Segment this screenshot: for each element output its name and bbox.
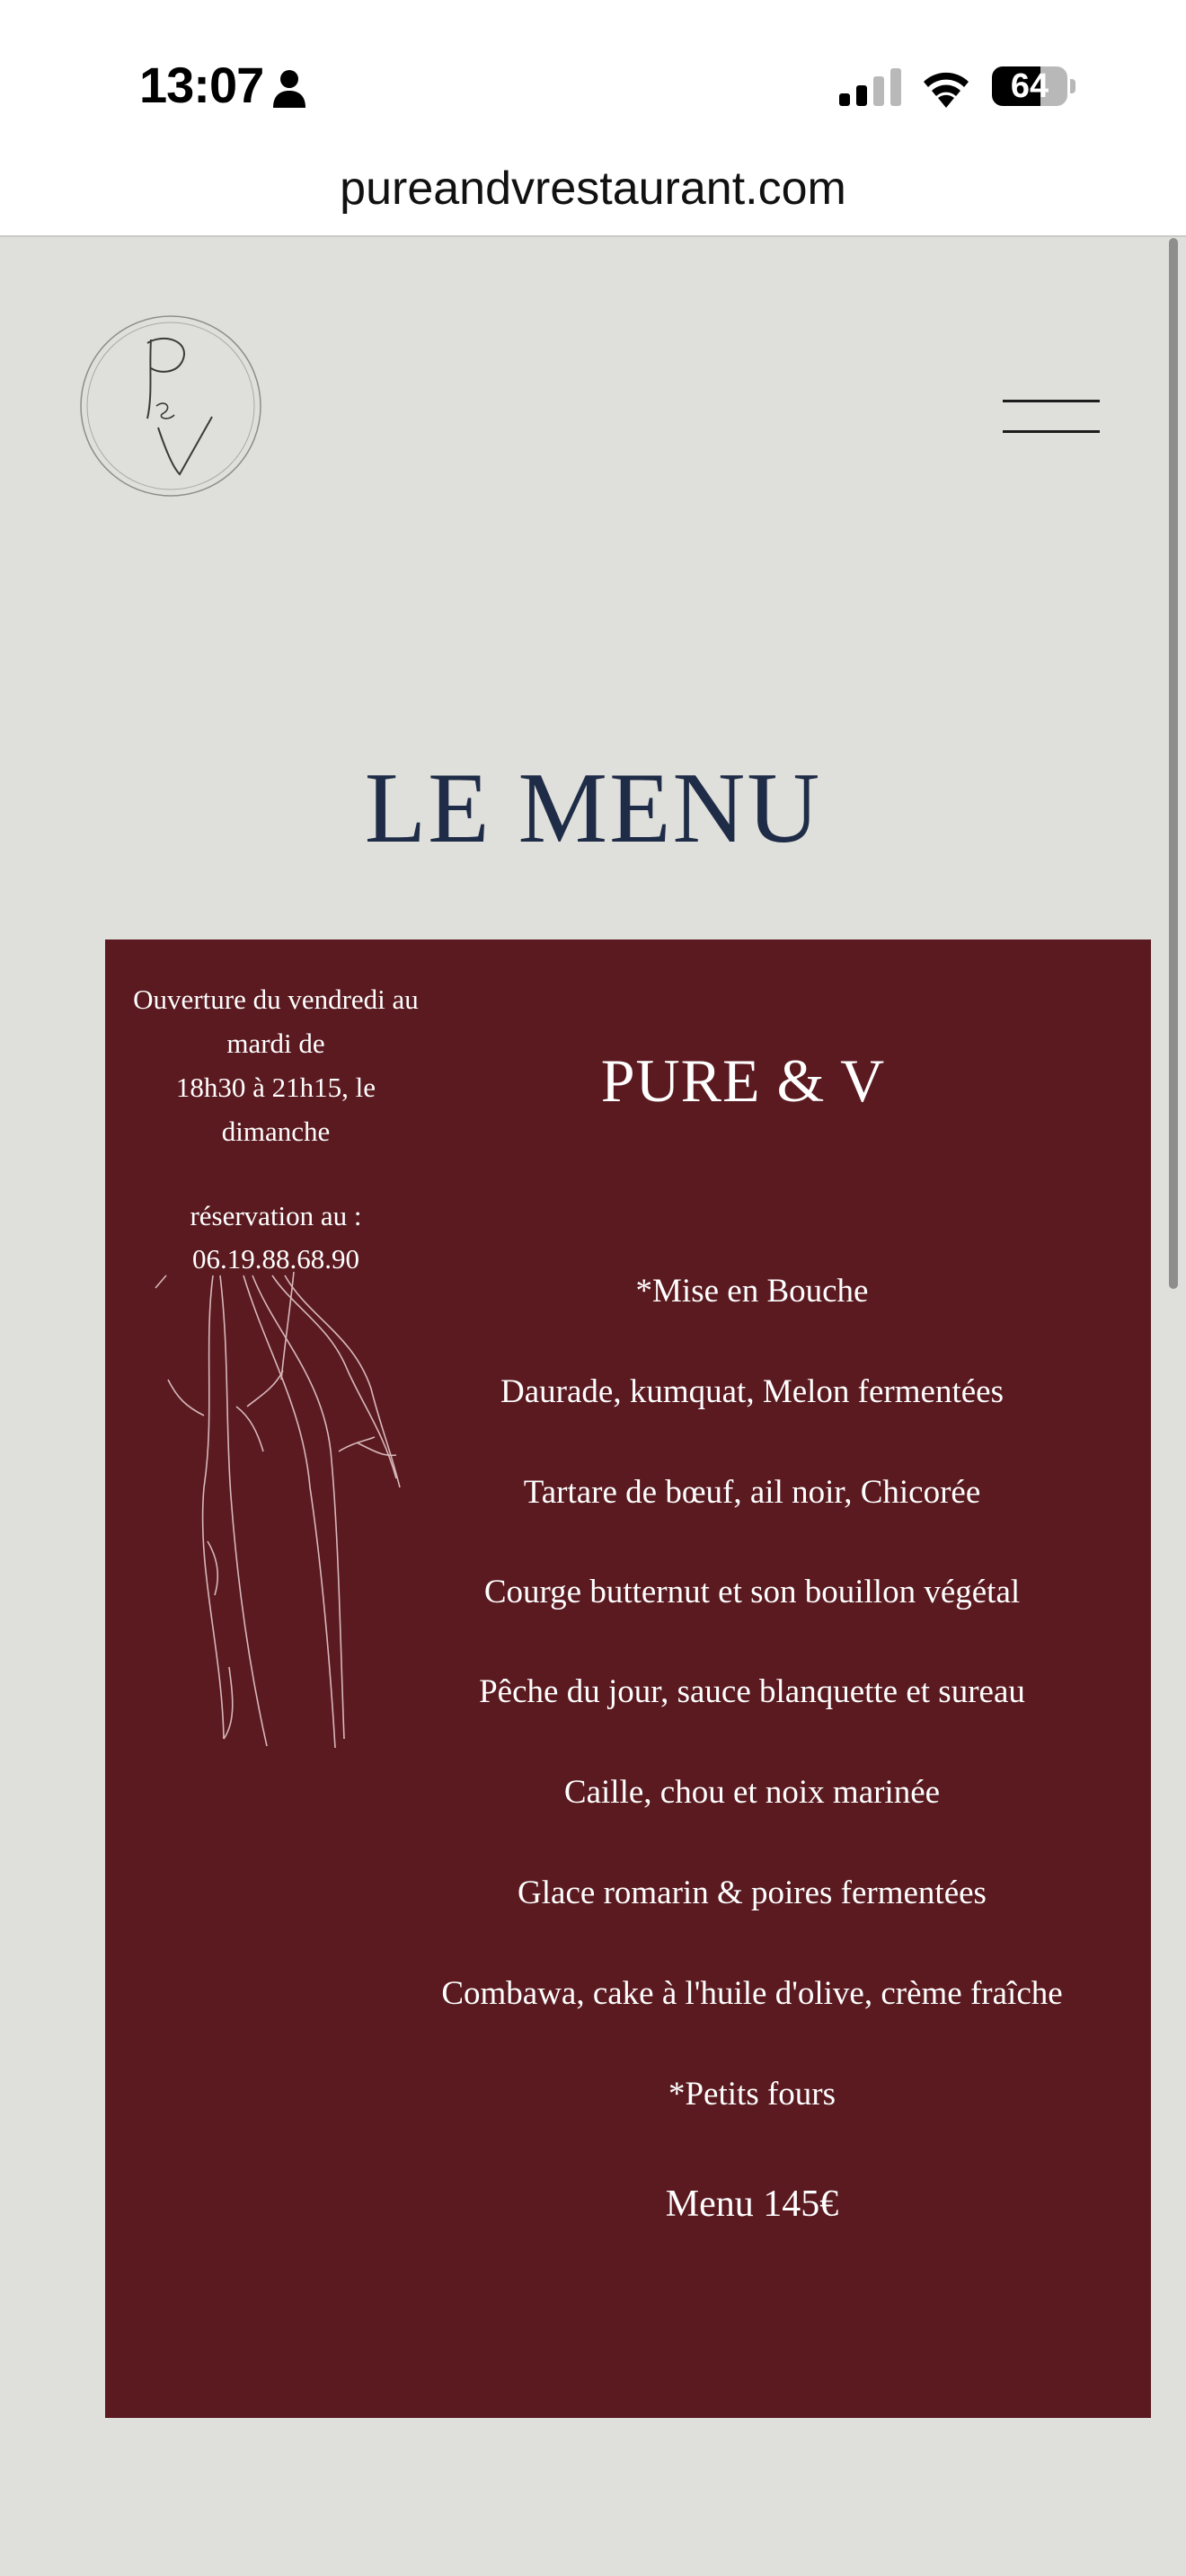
dish-item: Glace romarin & poires fermentées — [518, 1875, 987, 1911]
battery-cap — [1070, 79, 1075, 93]
dish-item: Combawa, cake à l'huile d'olive, crème fraîche — [441, 1975, 1063, 2012]
person-icon — [271, 68, 307, 108]
signal-icon — [839, 68, 902, 106]
dish-item: Caille, chou et noix marinée — [563, 1774, 941, 1811]
opening-hours-line: Ouverture du vendredi au — [133, 984, 419, 1015]
opening-hours-line: 18h30 à 21h15, le dimanche — [175, 1072, 376, 1147]
reservation-info — [132, 1195, 420, 1281]
dish-item: Daurade, kumquat, Melon fermentées — [500, 1373, 1004, 1410]
status-time: 13:07 — [139, 57, 264, 113]
opening-hours-line: mardi de — [226, 1028, 325, 1059]
dish-item: *Petits fours — [668, 2076, 836, 2113]
battery-level: 64 — [1010, 67, 1049, 105]
reservation-label: réservation au : — [190, 1200, 362, 1231]
reservation-phone[interactable]: 06.19.88.68.90 — [192, 1243, 359, 1275]
dish-item: Courge butternut et son bouillon végétal — [483, 1574, 1021, 1610]
menu-price: Menu 145€ — [665, 2183, 839, 2225]
wifi-icon — [918, 63, 974, 108]
hamburger-line-top — [1003, 400, 1100, 402]
hamburger-menu-icon[interactable] — [1003, 393, 1100, 435]
browser-url[interactable]: pureandvrestaurant.com — [340, 163, 846, 215]
page-title: LE MENU — [364, 753, 822, 864]
status-bar — [0, 0, 1186, 171]
dish-item: *Mise en Bouche — [635, 1273, 869, 1310]
menu-card — [105, 940, 1151, 2418]
battery-icon — [992, 66, 1067, 106]
dish-item: Pêche du jour, sauce blanquette et sureau — [479, 1673, 1025, 1710]
restaurant-logo[interactable] — [79, 314, 262, 498]
hamburger-line-bottom — [1003, 430, 1100, 433]
menu-card-title: PURE & V — [600, 1046, 886, 1115]
dish-item: Tartare de bœuf, ail noir, Chicorée — [523, 1474, 981, 1511]
opening-hours — [123, 977, 429, 1153]
